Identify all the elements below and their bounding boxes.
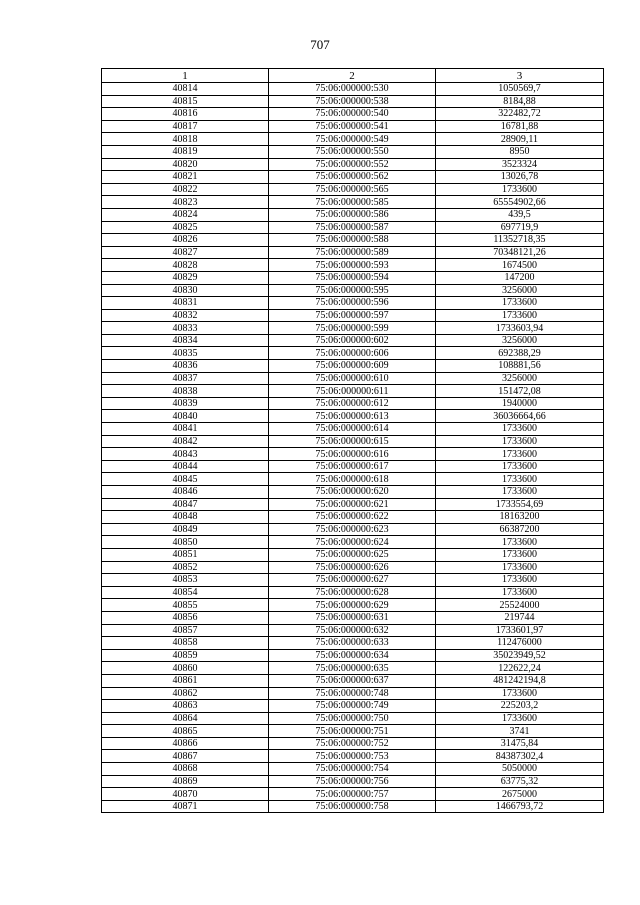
value-cell: 65554902,66 (436, 196, 604, 209)
cadastral-number-cell: 75:06:000000:629 (269, 599, 436, 612)
table-row (102, 385, 604, 398)
cadastral-number-cell: 75:06:000000:589 (269, 246, 436, 259)
table-row (102, 372, 604, 385)
value-cell: 1050569,7 (436, 83, 604, 96)
value-cell: 225203,2 (436, 700, 604, 713)
table-row (102, 536, 604, 549)
row-number-cell: 40852 (102, 561, 269, 574)
table-row (102, 574, 604, 587)
value-cell: 1674500 (436, 259, 604, 272)
cadastral-number-cell: 75:06:000000:635 (269, 662, 436, 675)
table-row (102, 347, 604, 360)
table-row (102, 171, 604, 184)
value-cell: 2675000 (436, 788, 604, 801)
row-number-cell: 40862 (102, 687, 269, 700)
value-cell: 13026,78 (436, 171, 604, 184)
row-number-cell: 40854 (102, 586, 269, 599)
cadastral-number-cell: 75:06:000000:750 (269, 712, 436, 725)
table-row (102, 259, 604, 272)
table-row (102, 700, 604, 713)
value-cell: 28909,11 (436, 133, 604, 146)
cadastral-number-cell: 75:06:000000:540 (269, 108, 436, 121)
table-row (102, 284, 604, 297)
cadastral-number-cell: 75:06:000000:754 (269, 763, 436, 776)
table-row (102, 788, 604, 801)
table-row (102, 196, 604, 209)
cadastral-number-cell: 75:06:000000:637 (269, 674, 436, 687)
table-row (102, 334, 604, 347)
value-cell: 1733600 (436, 536, 604, 549)
table-row (102, 775, 604, 788)
table-row (102, 687, 604, 700)
value-cell: 1733600 (436, 687, 604, 700)
row-number-cell: 40821 (102, 171, 269, 184)
cadastral-number-cell: 75:06:000000:612 (269, 397, 436, 410)
cadastral-number-cell: 75:06:000000:624 (269, 536, 436, 549)
value-cell: 3741 (436, 725, 604, 738)
row-number-cell: 40851 (102, 548, 269, 561)
cadastral-number-cell: 75:06:000000:588 (269, 234, 436, 247)
cadastral-number-cell: 75:06:000000:530 (269, 83, 436, 96)
row-number-cell: 40822 (102, 183, 269, 196)
row-number-cell: 40830 (102, 284, 269, 297)
column-header-3: 3 (436, 69, 604, 83)
row-number-cell: 40864 (102, 712, 269, 725)
table-row (102, 145, 604, 158)
row-number-cell: 40827 (102, 246, 269, 259)
table-row (102, 208, 604, 221)
row-number-cell: 40836 (102, 360, 269, 373)
value-cell: 1733603,94 (436, 322, 604, 335)
cadastral-number-cell: 75:06:000000:618 (269, 473, 436, 486)
table-row (102, 599, 604, 612)
value-cell: 18163200 (436, 511, 604, 524)
table-body (102, 83, 604, 813)
value-cell: 1733600 (436, 297, 604, 310)
table-row (102, 221, 604, 234)
data-table-container (101, 68, 603, 813)
cadastral-number-cell: 75:06:000000:749 (269, 700, 436, 713)
table-row (102, 297, 604, 310)
table-row (102, 246, 604, 259)
value-cell: 1733600 (436, 448, 604, 461)
cadastral-number-cell: 75:06:000000:614 (269, 423, 436, 436)
cadastral-number-cell: 75:06:000000:622 (269, 511, 436, 524)
table-row (102, 486, 604, 499)
table-row (102, 460, 604, 473)
table-row (102, 750, 604, 763)
value-cell: 35023949,52 (436, 649, 604, 662)
table-row (102, 800, 604, 813)
table-row (102, 498, 604, 511)
value-cell: 5050000 (436, 763, 604, 776)
row-number-cell: 40837 (102, 372, 269, 385)
value-cell: 1733600 (436, 460, 604, 473)
table-row (102, 548, 604, 561)
table-row (102, 435, 604, 448)
row-number-cell: 40863 (102, 700, 269, 713)
value-cell: 3523324 (436, 158, 604, 171)
table-row (102, 360, 604, 373)
cadastral-number-cell: 75:06:000000:623 (269, 523, 436, 536)
cadastral-number-cell: 75:06:000000:621 (269, 498, 436, 511)
row-number-cell: 40870 (102, 788, 269, 801)
value-cell: 1733600 (436, 435, 604, 448)
value-cell: 63775,32 (436, 775, 604, 788)
row-number-cell: 40869 (102, 775, 269, 788)
table-row (102, 83, 604, 96)
table-row (102, 737, 604, 750)
table-header (102, 69, 604, 83)
cadastral-number-cell: 75:06:000000:634 (269, 649, 436, 662)
cadastral-number-cell: 75:06:000000:628 (269, 586, 436, 599)
cadastral-number-cell: 75:06:000000:758 (269, 800, 436, 813)
cadastral-number-cell: 75:06:000000:565 (269, 183, 436, 196)
row-number-cell: 40845 (102, 473, 269, 486)
table-row (102, 309, 604, 322)
value-cell: 1733554,69 (436, 498, 604, 511)
row-number-cell: 40815 (102, 95, 269, 108)
row-number-cell: 40824 (102, 208, 269, 221)
value-cell: 122622,24 (436, 662, 604, 675)
row-number-cell: 40831 (102, 297, 269, 310)
row-number-cell: 40866 (102, 737, 269, 750)
cadastral-number-cell: 75:06:000000:541 (269, 120, 436, 133)
value-cell: 1733600 (436, 561, 604, 574)
cadastral-number-cell: 75:06:000000:632 (269, 624, 436, 637)
cadastral-number-cell: 75:06:000000:613 (269, 410, 436, 423)
table-row (102, 108, 604, 121)
row-number-cell: 40839 (102, 397, 269, 410)
value-cell: 8184,88 (436, 95, 604, 108)
row-number-cell: 40819 (102, 145, 269, 158)
value-cell: 1733600 (436, 586, 604, 599)
column-header-2: 2 (269, 69, 436, 83)
cadastral-number-cell: 75:06:000000:610 (269, 372, 436, 385)
value-cell: 11352718,35 (436, 234, 604, 247)
cadastral-number-cell: 75:06:000000:594 (269, 271, 436, 284)
row-number-cell: 40825 (102, 221, 269, 234)
row-number-cell: 40849 (102, 523, 269, 536)
value-cell: 1733600 (436, 309, 604, 322)
row-number-cell: 40857 (102, 624, 269, 637)
cadastral-number-cell: 75:06:000000:751 (269, 725, 436, 738)
row-number-cell: 40826 (102, 234, 269, 247)
table-row (102, 611, 604, 624)
cadastral-number-cell: 75:06:000000:585 (269, 196, 436, 209)
cadastral-number-cell: 75:06:000000:757 (269, 788, 436, 801)
page-number: 707 (310, 37, 330, 52)
row-number-cell: 40817 (102, 120, 269, 133)
cadastral-number-cell: 75:06:000000:609 (269, 360, 436, 373)
value-cell: 3256000 (436, 284, 604, 297)
table-row (102, 120, 604, 133)
row-number-cell: 40847 (102, 498, 269, 511)
value-cell: 36036664,66 (436, 410, 604, 423)
value-cell: 3256000 (436, 334, 604, 347)
value-cell: 25524000 (436, 599, 604, 612)
value-cell: 70348121,26 (436, 246, 604, 259)
cadastral-number-cell: 75:06:000000:620 (269, 486, 436, 499)
row-number-cell: 40868 (102, 763, 269, 776)
value-cell: 31475,84 (436, 737, 604, 750)
row-number-cell: 40816 (102, 108, 269, 121)
cadastral-number-cell: 75:06:000000:552 (269, 158, 436, 171)
row-number-cell: 40856 (102, 611, 269, 624)
table-row (102, 649, 604, 662)
row-number-cell: 40840 (102, 410, 269, 423)
row-number-cell: 40850 (102, 536, 269, 549)
table-row (102, 473, 604, 486)
value-cell: 84387302,4 (436, 750, 604, 763)
table-row (102, 523, 604, 536)
row-number-cell: 40855 (102, 599, 269, 612)
row-number-cell: 40843 (102, 448, 269, 461)
row-number-cell: 40832 (102, 309, 269, 322)
value-cell: 147200 (436, 271, 604, 284)
value-cell: 1466793,72 (436, 800, 604, 813)
value-cell: 322482,72 (436, 108, 604, 121)
table-row (102, 183, 604, 196)
value-cell: 112476000 (436, 637, 604, 650)
value-cell: 692388,29 (436, 347, 604, 360)
cadastral-number-cell: 75:06:000000:633 (269, 637, 436, 650)
cadastral-number-cell: 75:06:000000:599 (269, 322, 436, 335)
row-number-cell: 40835 (102, 347, 269, 360)
row-number-cell: 40814 (102, 83, 269, 96)
table-row (102, 158, 604, 171)
table-row (102, 133, 604, 146)
row-number-cell: 40820 (102, 158, 269, 171)
value-cell: 439,5 (436, 208, 604, 221)
cadastral-number-cell: 75:06:000000:627 (269, 574, 436, 587)
table-row (102, 763, 604, 776)
row-number-cell: 40833 (102, 322, 269, 335)
row-number-cell: 40861 (102, 674, 269, 687)
cadastral-number-cell: 75:06:000000:593 (269, 259, 436, 272)
cadastral-number-cell: 75:06:000000:756 (269, 775, 436, 788)
row-number-cell: 40823 (102, 196, 269, 209)
row-number-cell: 40858 (102, 637, 269, 650)
row-number-cell: 40818 (102, 133, 269, 146)
cadastral-number-cell: 75:06:000000:752 (269, 737, 436, 750)
table-row (102, 322, 604, 335)
table-row (102, 271, 604, 284)
cadastral-number-cell: 75:06:000000:611 (269, 385, 436, 398)
value-cell: 3256000 (436, 372, 604, 385)
table-row (102, 561, 604, 574)
row-number-cell: 40842 (102, 435, 269, 448)
cadastral-number-cell: 75:06:000000:626 (269, 561, 436, 574)
cadastral-number-cell: 75:06:000000:562 (269, 171, 436, 184)
value-cell: 1733600 (436, 574, 604, 587)
row-number-cell: 40846 (102, 486, 269, 499)
table-row (102, 95, 604, 108)
row-number-cell: 40844 (102, 460, 269, 473)
table-row (102, 674, 604, 687)
row-number-cell: 40829 (102, 271, 269, 284)
row-number-cell: 40838 (102, 385, 269, 398)
value-cell: 16781,88 (436, 120, 604, 133)
data-table (101, 68, 604, 813)
table-row (102, 712, 604, 725)
row-number-cell: 40871 (102, 800, 269, 813)
cadastral-number-cell: 75:06:000000:606 (269, 347, 436, 360)
value-cell: 1733601,97 (436, 624, 604, 637)
value-cell: 66387200 (436, 523, 604, 536)
table-row (102, 397, 604, 410)
value-cell: 219744 (436, 611, 604, 624)
value-cell: 1733600 (436, 712, 604, 725)
value-cell: 1733600 (436, 183, 604, 196)
table-header-row (102, 69, 604, 83)
row-number-cell: 40860 (102, 662, 269, 675)
value-cell: 1733600 (436, 548, 604, 561)
value-cell: 8950 (436, 145, 604, 158)
value-cell: 1733600 (436, 473, 604, 486)
table-row (102, 234, 604, 247)
cadastral-number-cell: 75:06:000000:753 (269, 750, 436, 763)
table-row (102, 448, 604, 461)
cadastral-number-cell: 75:06:000000:587 (269, 221, 436, 234)
table-row (102, 410, 604, 423)
cadastral-number-cell: 75:06:000000:586 (269, 208, 436, 221)
value-cell: 697719,9 (436, 221, 604, 234)
row-number-cell: 40828 (102, 259, 269, 272)
row-number-cell: 40848 (102, 511, 269, 524)
row-number-cell: 40867 (102, 750, 269, 763)
cadastral-number-cell: 75:06:000000:597 (269, 309, 436, 322)
table-row (102, 637, 604, 650)
table-row (102, 511, 604, 524)
cadastral-number-cell: 75:06:000000:631 (269, 611, 436, 624)
row-number-cell: 40853 (102, 574, 269, 587)
row-number-cell: 40859 (102, 649, 269, 662)
table-row (102, 662, 604, 675)
row-number-cell: 40834 (102, 334, 269, 347)
value-cell: 108881,56 (436, 360, 604, 373)
row-number-cell: 40841 (102, 423, 269, 436)
cadastral-number-cell: 75:06:000000:550 (269, 145, 436, 158)
table-row (102, 624, 604, 637)
value-cell: 151472,08 (436, 385, 604, 398)
cadastral-number-cell: 75:06:000000:602 (269, 334, 436, 347)
table-row (102, 423, 604, 436)
column-header-1: 1 (102, 69, 269, 83)
value-cell: 1940000 (436, 397, 604, 410)
cadastral-number-cell: 75:06:000000:748 (269, 687, 436, 700)
cadastral-number-cell: 75:06:000000:616 (269, 448, 436, 461)
cadastral-number-cell: 75:06:000000:549 (269, 133, 436, 146)
value-cell: 1733600 (436, 423, 604, 436)
table-row (102, 586, 604, 599)
value-cell: 481242194,8 (436, 674, 604, 687)
cadastral-number-cell: 75:06:000000:625 (269, 548, 436, 561)
value-cell: 1733600 (436, 486, 604, 499)
cadastral-number-cell: 75:06:000000:617 (269, 460, 436, 473)
cadastral-number-cell: 75:06:000000:538 (269, 95, 436, 108)
cadastral-number-cell: 75:06:000000:596 (269, 297, 436, 310)
cadastral-number-cell: 75:06:000000:615 (269, 435, 436, 448)
table-row (102, 725, 604, 738)
cadastral-number-cell: 75:06:000000:595 (269, 284, 436, 297)
row-number-cell: 40865 (102, 725, 269, 738)
